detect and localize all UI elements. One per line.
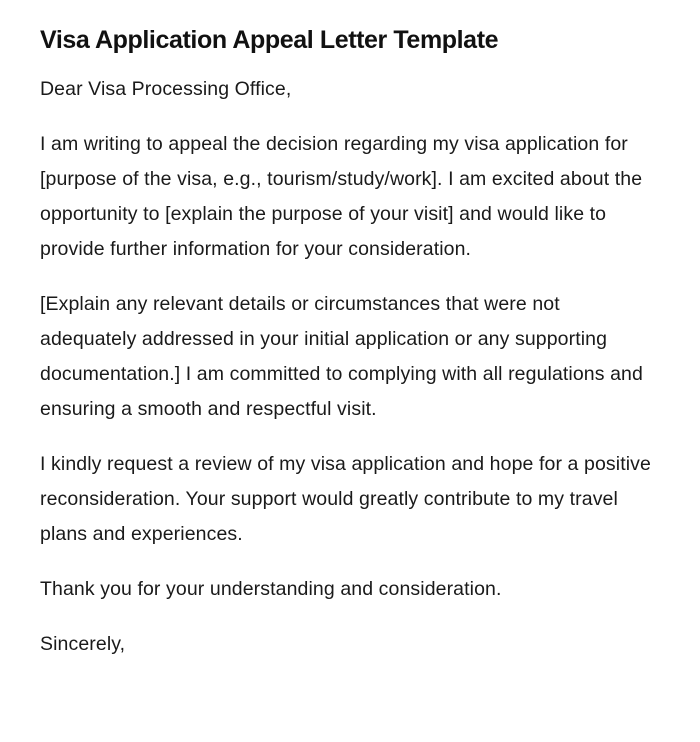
letter-paragraph-4: Thank you for your understanding and consideration. — [40, 578, 502, 600]
letter-greeting: Dear Visa Processing Office, — [40, 78, 292, 100]
letter-paragraph-2: [Explain any relevant details or circumstances that were not adequately addressed in your initial application or any supporting documentation.] I am committed to complying with all regulations and ensuring a smooth and respectful visit. — [40, 293, 643, 420]
letter-paragraph-1: I am writing to appeal the decision regarding my visa application for [purpose of the visa, e.g., tourism/study/work]. I am excited about the opportunity to [explain the purpose of your visit] and would like to provide further information for your consideration. — [40, 133, 643, 260]
letter-closing: Sincerely, — [40, 633, 126, 655]
document-title: Visa Application Appeal Letter Template — [40, 26, 499, 54]
letter-paragraph-3: I kindly request a review of my visa application and hope for a positive reconsideration. Your support would greatly contribute to my travel plans and experiences. — [40, 453, 651, 545]
